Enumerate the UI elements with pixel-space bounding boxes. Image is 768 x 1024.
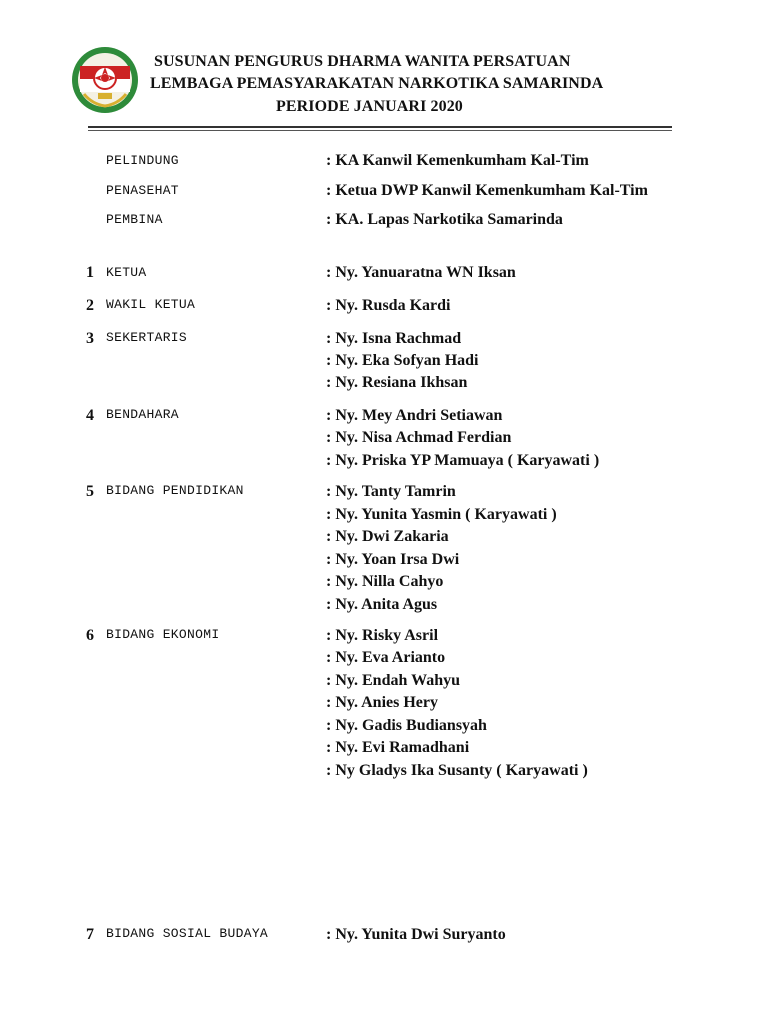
member-name: : Ny. Yunita Dwi Suryanto — [326, 926, 506, 943]
member-name: : Ny. Endah Wahyu — [326, 672, 460, 689]
section-label: BENDAHARA — [106, 407, 179, 422]
member-name: : Ny. Yoan Irsa Dwi — [326, 551, 460, 568]
section-number: 3 — [86, 330, 94, 347]
section-number: 1 — [86, 264, 94, 281]
member-name: : Ny. Nisa Achmad Ferdian — [326, 429, 512, 446]
section-label: KETUA — [106, 265, 147, 280]
header-divider — [88, 126, 672, 128]
member-name: : Ny. Anita Agus — [326, 596, 438, 613]
advisor-label: PELINDUNG — [106, 153, 179, 168]
member-name: : Ny. Evi Ramadhani — [326, 739, 470, 756]
section-label: BIDANG PENDIDIKAN — [106, 483, 244, 498]
doc-title-line-3: PERIODE JANUARI 2020 — [276, 98, 463, 115]
advisor-label: PEMBINA — [106, 212, 163, 227]
member-name: : Ny. Tanty Tamrin — [326, 483, 456, 500]
member-name: : Ny. Priska YP Mamuaya ( Karyawati ) — [326, 452, 600, 469]
member-name: : Ny. Resiana Ikhsan — [326, 374, 468, 391]
advisor-value: : Ketua DWP Kanwil Kemenkumham Kal-Tim — [326, 182, 648, 199]
member-name: : Ny. Yanuaratna WN Iksan — [326, 264, 516, 281]
section-number: 2 — [86, 297, 94, 314]
header-divider-thin — [88, 130, 672, 131]
advisor-value: : KA Kanwil Kemenkumham Kal-Tim — [326, 152, 589, 169]
section-label: BIDANG SOSIAL BUDAYA — [106, 926, 269, 941]
member-name: : Ny. Yunita Yasmin ( Karyawati ) — [326, 506, 557, 523]
member-name: : Ny. Gadis Budiansyah — [326, 717, 487, 734]
section-number: 6 — [86, 627, 94, 644]
section-label: WAKIL KETUA — [106, 297, 196, 312]
section-label: SEKERTARIS — [106, 330, 188, 345]
member-name: : Ny. Anies Hery — [326, 694, 438, 711]
member-name: : Ny. Eva Arianto — [326, 649, 446, 666]
doc-title-line-2: LEMBAGA PEMASYARAKATAN NARKOTIKA SAMARINDA — [150, 75, 604, 92]
section-number: 7 — [86, 926, 94, 943]
dharma-wanita-emblem-icon — [70, 46, 140, 114]
member-name: : Ny. Dwi Zakaria — [326, 528, 449, 545]
member-name: : Ny. Risky Asril — [326, 627, 439, 644]
section-number: 4 — [86, 407, 94, 424]
doc-title-line-1: SUSUNAN PENGURUS DHARMA WANITA PERSATUAN — [154, 53, 571, 70]
advisor-value: : KA. Lapas Narkotika Samarinda — [326, 211, 563, 228]
member-name: : Ny. Nilla Cahyo — [326, 573, 444, 590]
advisor-label: PENASEHAT — [106, 183, 179, 198]
member-name: : Ny Gladys Ika Susanty ( Karyawati ) — [326, 762, 588, 779]
member-name: : Ny. Eka Sofyan Hadi — [326, 352, 479, 369]
section-label: BIDANG EKONOMI — [106, 627, 220, 642]
member-name: : Ny. Mey Andri Setiawan — [326, 407, 503, 424]
member-name: : Ny. Rusda Kardi — [326, 297, 451, 314]
section-number: 5 — [86, 483, 94, 500]
member-name: : Ny. Isna Rachmad — [326, 330, 462, 347]
